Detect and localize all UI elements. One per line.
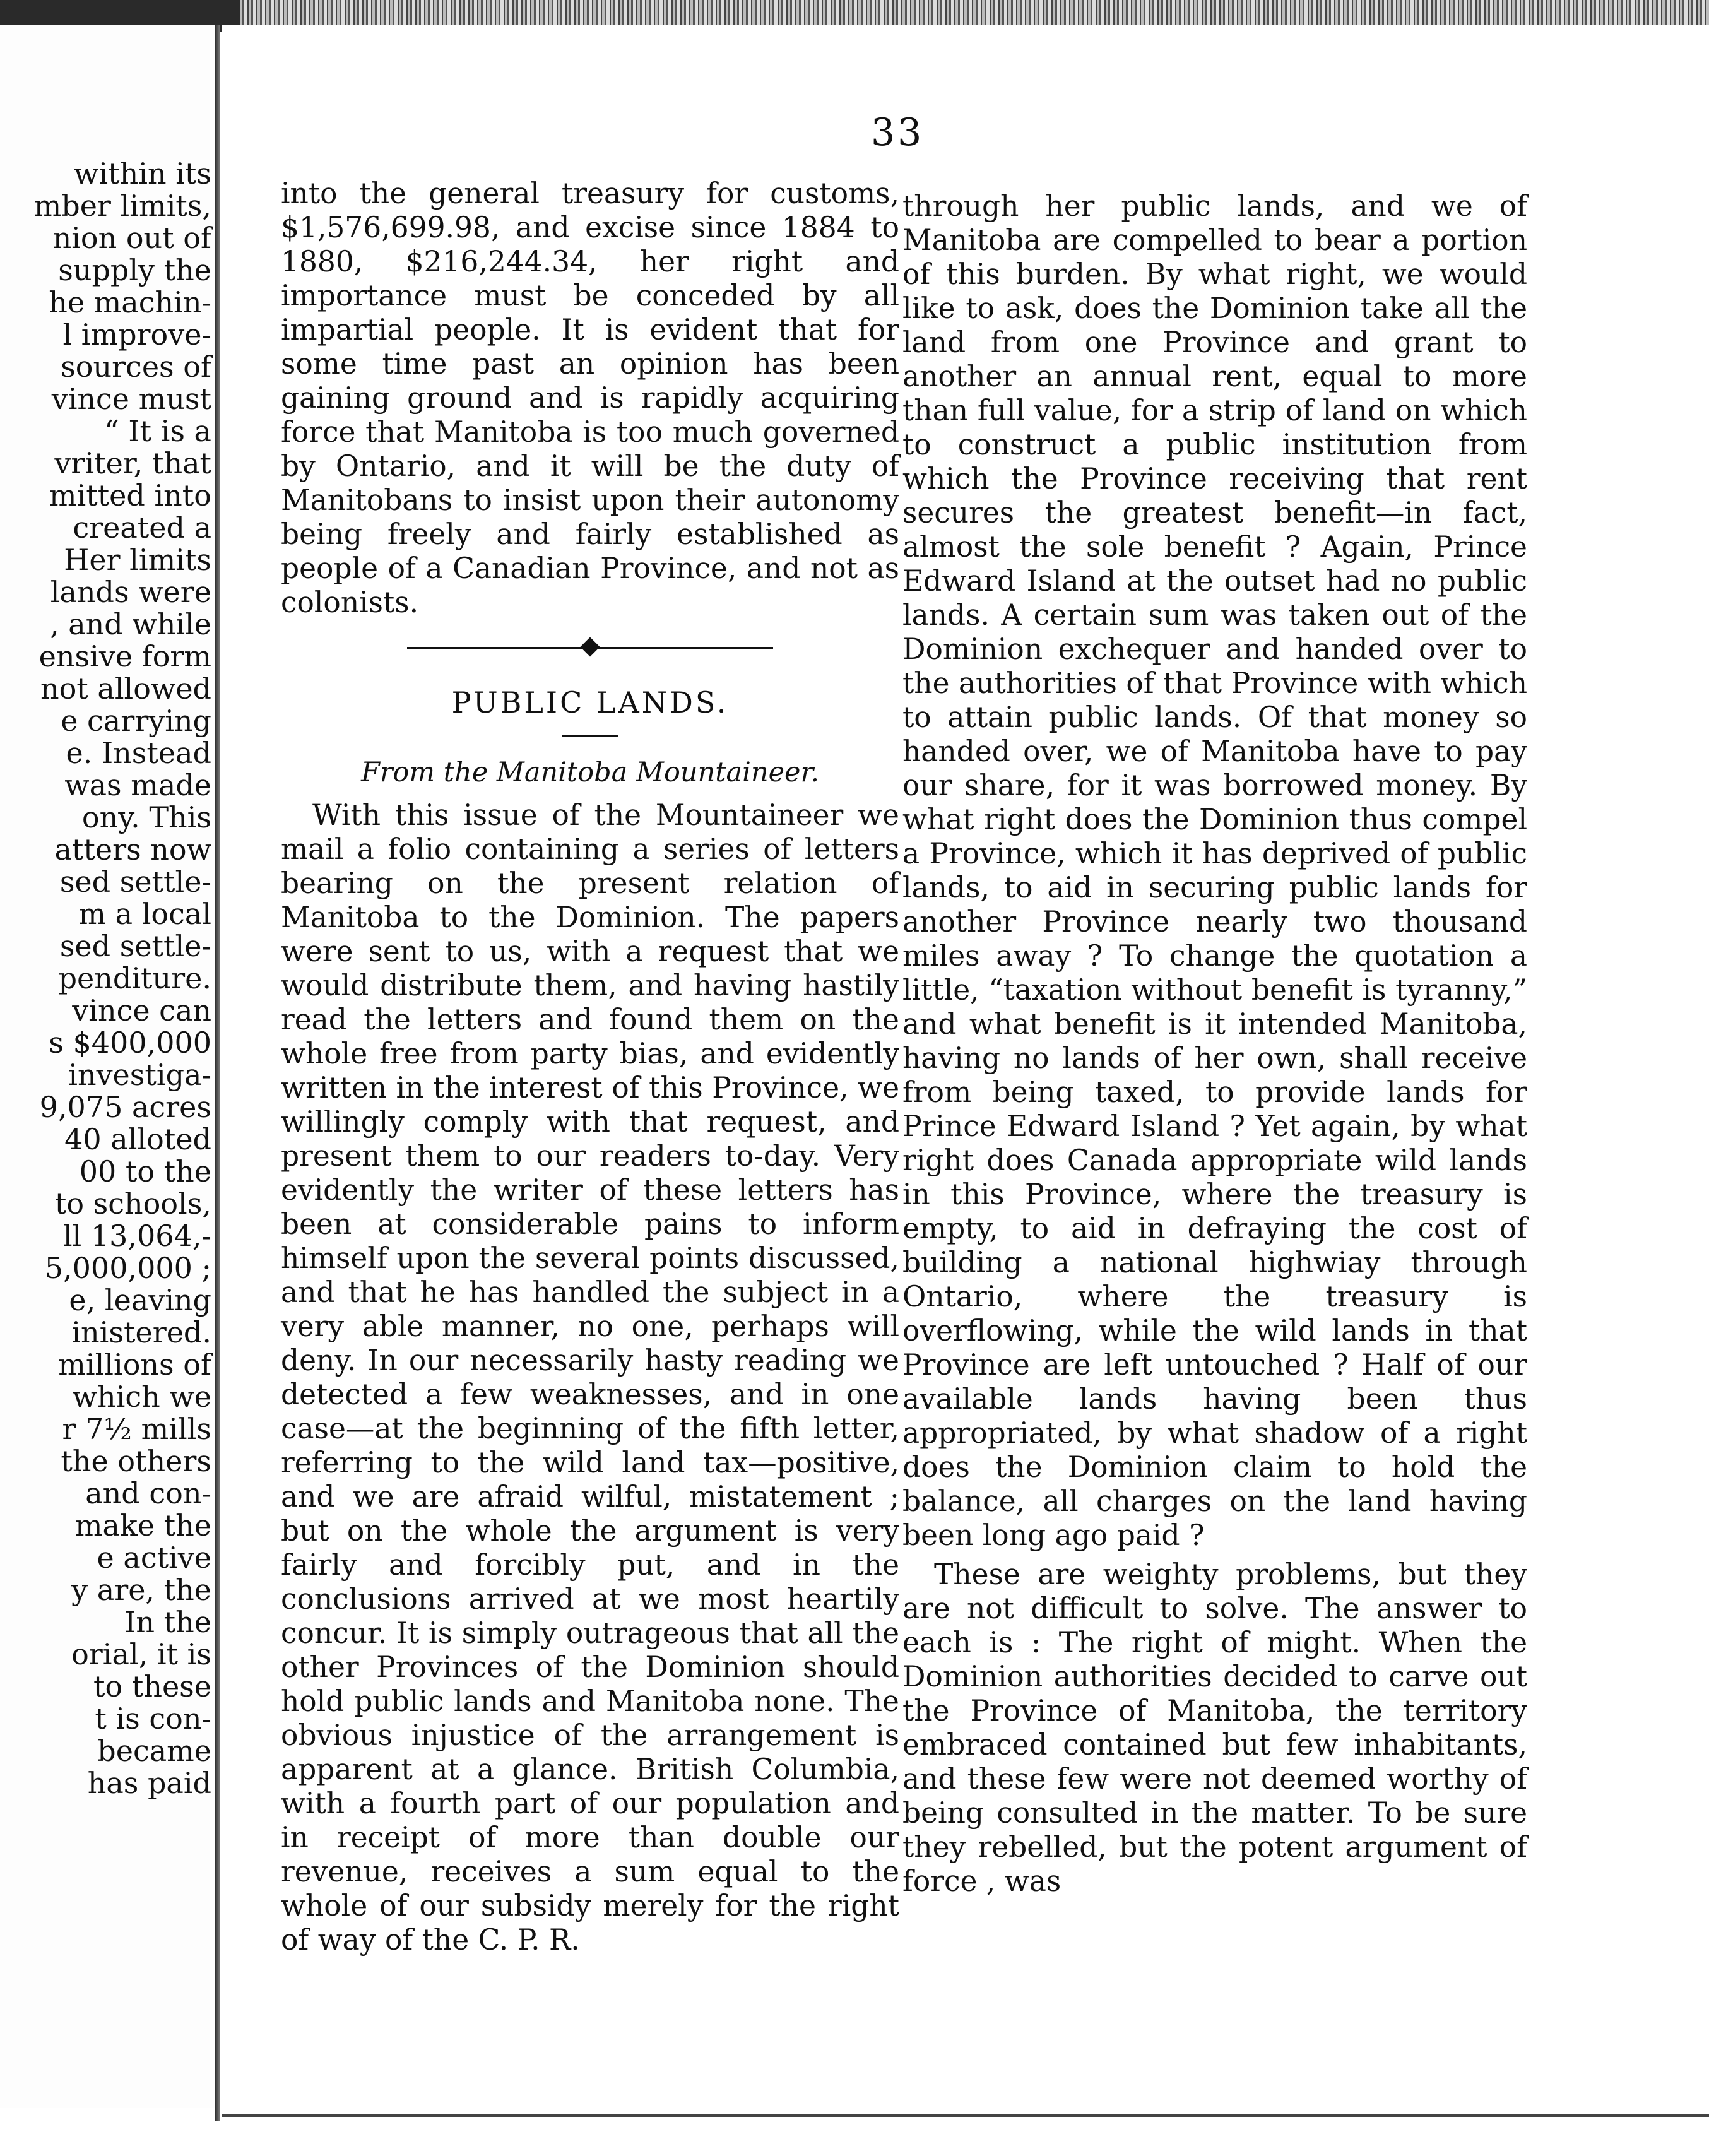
section-divider (281, 635, 899, 660)
fragment-line: and con- (85, 1476, 211, 1510)
fragment-line: make the (74, 1508, 211, 1543)
fragment-line: millions of (58, 1348, 211, 1382)
left-page-fragment (0, 25, 215, 2108)
fragment-line: y are, the (71, 1573, 211, 1607)
fragment-line: penditure. (58, 961, 211, 995)
fragment-line: mitted into (49, 478, 211, 512)
fragment-line: l improve- (62, 317, 211, 352)
fragment-line: nion out of (52, 221, 211, 255)
fragment-line: ll 13,064,- (62, 1219, 211, 1253)
fragment-line: to schools, (54, 1187, 211, 1221)
fragment-line: ensive form (38, 639, 211, 673)
fragment-line: he machin- (49, 285, 211, 319)
page-number: 33 (871, 110, 925, 155)
fragment-line: supply the (58, 253, 211, 287)
fragment-line: In the (124, 1605, 211, 1639)
fragment-line: m a local (78, 897, 211, 931)
intro-paragraph: into the general treasury for customs, $1,576,699.98, and excise since 1884 to 1880, $216,244.34, her right and importance must be conceded by all impartial people. It is evident that for some time past an opinion has been gaining ground and is rapidly acquiring force that Manitoba is too much governed by Ontario, and it will be the duty of Manitobans to insist upon their autonomy being freely and fairly established as people of a Canadian Province, and not as colonists. (281, 177, 899, 619)
fragment-line: 40 alloted (64, 1122, 211, 1156)
fragment-line: r 7½ mills (62, 1412, 211, 1446)
fragment-line: “ It is a (104, 414, 211, 448)
fragment-line: e, leaving (69, 1283, 211, 1317)
article-byline: From the Manitoba Mountaineer. (361, 757, 819, 788)
fragment-line: 9,075 acres (39, 1090, 211, 1124)
fragment-line: vriter, that (54, 446, 211, 480)
fragment-line: sed settle- (59, 865, 211, 899)
fragment-line: , and while (49, 607, 211, 641)
fragment-line: vince can (72, 993, 211, 1028)
fragment-line: the others (61, 1444, 211, 1478)
fragment-line: inistered. (71, 1315, 211, 1349)
fragment-line: e carrying (61, 704, 211, 738)
fragment-line: created a (73, 511, 211, 545)
section-title: PUBLIC LANDS. (451, 685, 729, 720)
fragment-line: was made (64, 768, 211, 802)
article-paragraph-2: These are weighty problems, but they are not difficult to solve. The answer to each is : The right of might. When the Dominion authorities decided to carve out the Province of Manitoba, the territory embraced contained but few inhabitants, and these few were not deemed worthy of being consulted in the matter. To be sure they rebelled, but the potent argument of force , was (902, 1558, 1527, 1898)
fragment-line: t is con- (95, 1702, 211, 1736)
page-edge-strip (240, 0, 1709, 25)
fragment-line: 5,000,000 ; (44, 1251, 211, 1285)
column-2 (902, 189, 1527, 1898)
fragment-line: s $400,000 (49, 1026, 211, 1060)
fragment-line: 00 to the (79, 1154, 211, 1188)
fragment-line: sed settle- (59, 929, 211, 963)
article-paragraph: With this issue of the Mountaineer we mail a folio containing a series of letters bearing on the present relation of Manitoba to the Dominion. The papers were sent to us, with a request that we would distribute them, and having hastily read the letters and found them on the whole free from party bias, and evidently written in the interest of this Province, we willingly comply with that request, and present them to our readers to-day. Very evidently the writer of these letters has been at considerable pains to inform himself upon the several points discussed, and that he has handled the subject in a very able manner, no one, perhaps will deny. In our necessarily hasty reading we detected a few weaknesses, and in one case—at the beginning of the fifth letter, referring to the wild land tax—positive, and we are afraid wilful, mistatement ; but on the whole the argument is very fairly and forcibly put, and in the conclusions arrived at we most heartily concur. It is simply outrageous that all the other Provinces of the Dominion should hold public lands and Manitoba none. The obvious injustice of the arrangement is apparent at a glance. British Columbia, with a fourth part of our population and in receipt of more than double our revenue, receives a sum equal to the whole of our subsidy merely for the right of way of the C. P. R. (281, 798, 899, 1957)
fragment-line: ony. This (81, 800, 211, 834)
fragment-line: investiga- (68, 1058, 211, 1092)
fragment-line: sources of (61, 350, 211, 384)
title-rule (562, 735, 618, 737)
fragment-line: vince must (51, 382, 211, 416)
fragment-line: has paid (87, 1766, 211, 1800)
fragment-line: not allowed (40, 672, 211, 706)
left-page-text-column (0, 158, 211, 1799)
fragment-line: which we (72, 1380, 211, 1414)
fragment-line: Her limits (64, 543, 211, 577)
fragment-line: to these (93, 1669, 211, 1703)
fragment-line: e. Instead (66, 736, 211, 770)
fragment-line: orial, it is (71, 1637, 211, 1671)
article-paragraph-continued: through her public lands, and we of Manitoba are compelled to bear a portion of this burden. By what right, we would like to ask, does the Dominion take all the land from one Province and grant to another an annual rent, equal to more than full value, for a strip of land on which to construct a public institution from which the Province receiving that rent secures the greatest benefit—in fact, almost the sole benefit ? Again, Prince Edward Island at the outset had no public lands. A certain sum was taken out of the Dominion exchequer and handed over to the authorities of that Province with which to attain public lands. Of that money so handed over, we of Manitoba have to pay our share, for it was borrowed money. By what right does the Dominion thus compel a Province, which it has deprived of public lands, to aid in securing public lands for another Province nearly two thousand miles away ? To change the quotation a little, “taxation without benefit is tyranny,” and what benefit is it intended Manitoba, having no lands of her own, shall receive from being taxed, to provide lands for Prince Edward Island ? Yet again, by what right does Canada appropriate wild lands in this Province, where the treasury is empty, to aid in defraying the cost of building a national highwiay through Ontario, where the treasury is overflowing, while the wild lands in that Province are left untouched ? Half of our available lands having been thus appropriated, by what shadow of a right does the Dominion claim to hold the balance, all charges on the land having been long ago paid ? (902, 189, 1527, 1552)
column-1 (281, 177, 899, 1957)
page-gutter (215, 25, 220, 2121)
fragment-line: within its (74, 157, 211, 191)
fragment-line: atters now (54, 832, 211, 867)
fragment-line: lands were (50, 575, 211, 609)
fragment-line: became (97, 1734, 211, 1768)
fragment-line: mber limits, (33, 189, 211, 223)
diamond-ornament-icon (580, 637, 600, 656)
fragment-line: e active (97, 1541, 211, 1575)
